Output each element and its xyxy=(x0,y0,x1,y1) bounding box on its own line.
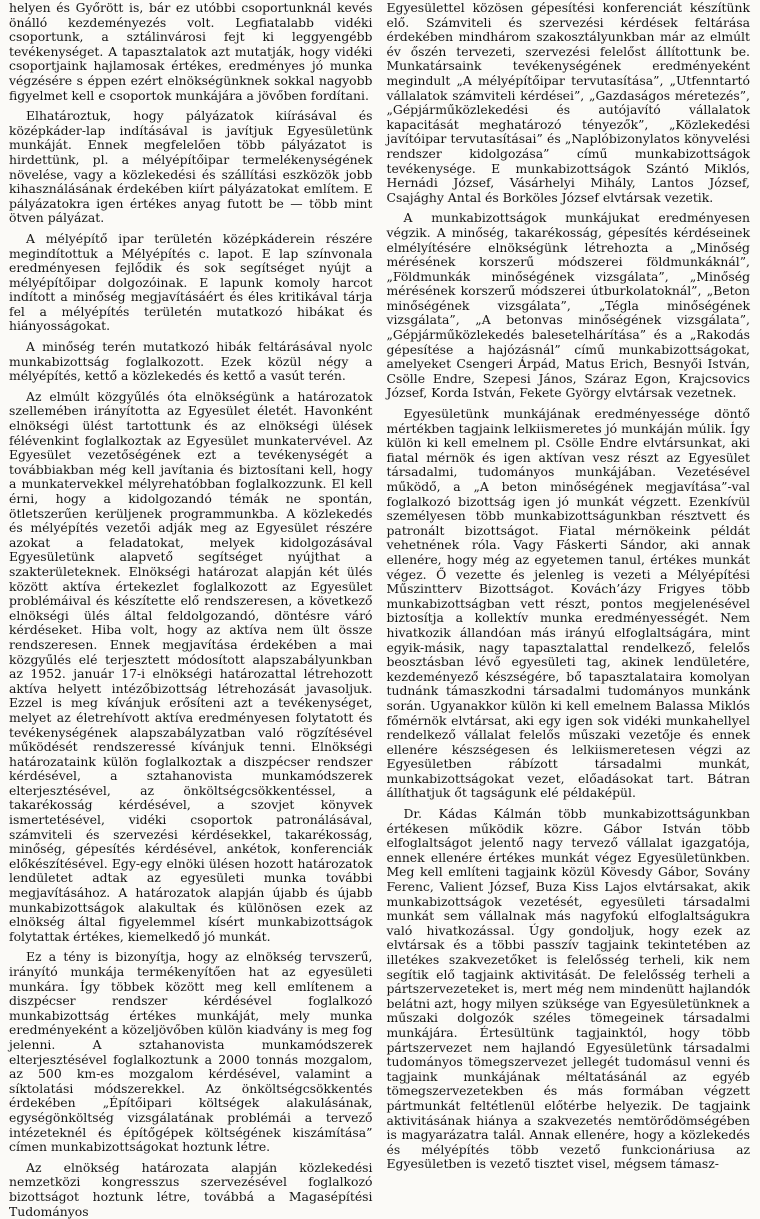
paragraph: A munkabizottságok munkájukat eredményesen végzik. A minőség, takarékosság, gépesítés kérdéseinek elmélyítésére elnökségünk létrehozta a „Minőség mérésének korszerű módszerei földmunkáknál”, „Földmunkák minőségének vizsgálata”, „Minőség mérésének korszerű módszerei útburkolatoknál”, „Beton minőségének vizsgálata”, „Tégla minőségének vizsgálata”, „A betonvas minőségének vizsgálata”, „Gépjárműközlekedés balesetelhárítása” és a „Rakodás gépesítése a hajózásnál” című munkabizottságokat, amelyeket Csengeri Árpád, Matus Erich, Besnyői István, Csölle Endre, Szepesi János, Száraz Egon, Krajcsovics József, Korda István, Fekete György elvtársak vezetnek. xyxy=(386,210,750,401)
paragraph: A mélyépítő ipar területén középkáderein részére megindítottuk a Mélyépítés c. lapot. E lap színvonala eredményesen fejlődik és sok segítséget nyújt a mélyépítőipar dolgozóinak. E lapunk komoly harcot indított a minőség megjavításáért és éles kritikával tárja fel a mélyépítés területén mutatkozó hibákat és hiányosságokat. xyxy=(9,230,373,334)
two-column-text xyxy=(9,0,750,1219)
paragraph: Egyesülettel közösen gépesítési konferenciát készítünk elő. Számviteli és szervezési kérdések feltárása érdekében mindhárom szakosztályunkban már az elmúlt év őszén tervezeti, szervezési felelőst állítottunk be. Munkatársaink tevékenységének eredményeként megindult „A mélyépítőipar tervutasítása”, „Utfenntartó vállalatok számviteli kérdései”, „Gazdaságos méretezés”, „Gépjárműközlekedési és autójavító vállalatok kapacitását meghatározó tényezők”, „Közlekedési javítóipar tervutasításai” és „Naplóbizonylatos könyvelési rendszer kidolgozása” című munkabizottságok tevékenysége. E munkabizottságok Szántó Miklós, Hernádi József, Vásárhelyi Mihály, Lantos József, Csajághy Antal és Borköles József elvtársak vezetik. xyxy=(386,0,750,205)
paragraph: A minőség terén mutatkozó hibák feltárásával nyolc munkabizottság foglalkozott. Ezek közül négy a mélyépítés, kettő a közlekedés és kettő a vasút terén. xyxy=(9,339,373,384)
right-column xyxy=(386,0,751,1172)
paragraph: Egyesületünk munkájának eredményessége döntő mértékben tagjaink lelkiismeretes jó munkáján múlik. Így külön ki kell emelnem pl. Csölle Endre elvtársunkat, aki fiatal mérnök és igen aktívan vesz részt az Egyesület társadalmi, tudományos munkájában. Vezetésével működő, a „A beton minőségének megjavítása”-val foglalkozó bizottság igen jó munkát végzett. Ezenkívül személyesen több munkabizottságunkban résztvett és patronált bizottságot. Fiatal mérnökeink példát vehetnének róla. Vagy Fáskerti Sándor, aki annak ellenére, hogy még az egyetemen tanul, értékes munkát végez. Ő vezette és jelenleg is vezeti a Mélyépítési Műszintterv Bizottságot. Kovách’ázy Frigyes több munkabizottságban vett részt, pontos megjelenésével biztosítja a kollektív munka eredményességét. Nem hivatkozik állandóan más irányú elfoglaltságára, mint egyik-másik, nagy tapasztalattal rendelkező, felelős beosztásban lévő egyesületi tag, akinek lendületére, kezdeményező készségére, bő tapasztalataira komolyan tudnánk támaszkodni társadalmi tudományos munkánk során. Ugyanakkor külön ki kell emelnem Balassa Miklós főmérnök elvtársat, aki egy igen sok vidéki munkahellyel rendelkező vállalat felelős műszaki vezetője és ennek ellenére készségesen és lelkiismeretesen végzi az Egyesületben rábízott társadalmi munkát, munkabizottságokat vezet, előadásokat tart. Bátran állíthatjuk őt tagságunk elé példaképül. xyxy=(386,406,750,801)
paragraph: Dr. Kádas Kálmán több munkabizottságunkban értékesen működik közre. Gábor István több elfoglaltságot jelentő nagy tervező vállalat igazgatója, ennek ellenére értékes munkát végez Egyesületünkben. Meg kell említeni tagjaink közül Kövesdy Gábor, Sovány Ferenc, Valient József, Buza Kiss Lajos elvtársakat, akik munkabizottságok vezetését, egyesületi társadalmi munkát sem vállalnak más nagyfokú elfoglaltságukra való hivatkozással. Úgy gondoljuk, hogy ezek az elvtársak és a többi passzív tagjaink tekintetében az illetékes szakvezetőket is felelősség terheli, kik nem segítik elő tagjaink aktivitását. De felelősség terheli a pártszervezeteket is, mert még nem mindenütt hajlandók belátni azt, hogy milyen szüksége van Egyesületünknek a műszaki dolgozók széles tömegeinek társadalmi munkájára. Értesültünk tagjainktól, hogy több pártszervezet nem hajlandó Egyesületünk társadalmi tudományos tömegszervezet jellegét tudomásul venni és tagjaink munkájának méltatásánál az egyéb tömegszervezetekben és más formában végzett pártmunkát feltétlenül előtérbe helyezik. De tagjaink aktivitásának hiánya a szakvezetés nemtörődömségében is magyarázatra talál. Annak ellenére, hogy a közlekedés és mélyépítés több vezető funkcionáriusa az Egyesületben is vezető tisztet visel, mégsem támasz- xyxy=(386,806,750,1172)
paragraph: helyen és Győrött is, bár ez utóbbi csoportunknál kevés önálló kezdeményezés volt. Legfiatalabb vidéki csoportunk, a sztálinvárosi fejt ki leggyengébb tevékenységet. A tapasztalatok azt mutatják, hogy vidéki csoportjaink hajlamosak értékes, eredményes jó munka végzésére s éppen ezért elnökségünknek sokkal nagyobb figyelmet kell e csoportok munkájára a jövőben fordítani. xyxy=(9,0,373,103)
left-column xyxy=(9,0,373,1219)
paragraph: Az elnökség határozata alapján közlekedési nemzetközi kongresszus szervezésével foglalkozó bizottságot hoztunk létre, továbbá a Magasépítési Tudományos xyxy=(9,1159,373,1219)
paragraph: Ez a tény is bizonyítja, hogy az elnökség tervszerű, irányító munkája termékenyítően hat az egyesületi munkára. Így többek között meg kell említenem a diszpécser rendszer kérdésével foglalkozó munkabizottság értékes munkáját, mely munka eredményeként a közeljövőben külön kiadvány is meg fog jelenni. A sztahanovista munkamódszerek elterjesztésével foglalkoztunk a 2000 tonnás mozgalom, az 500 km-es mozgalom kérdésével, valamint a síktolatási módszerekkel. Az önköltségcsökkentés érdekében „Építőipari költségek alakulásának, egységönköltség vizsgálatának problémái a tervező intézeteknél és építőgépek költségének kiszámítása” címen munkabizottságokat hoztunk létre. xyxy=(9,949,373,1155)
paragraph: Az elmúlt közgyűlés óta elnökségünk a határozatok szellemében irányította az Egyesület életét. Havonként elnökségi ülést tartottunk és az elnökségi ülések félévenkint foglalkoztak az Egyesület munkatervével. Az Egyesület vezetőségének ezt a tevékenységét a továbbiakban még kell javítania és biztosítani kell, hogy a munkatervekkel mélyrehatóbban foglalkozzunk. El kell érni, hogy a kidolgozandó témák ne spontán, ötletszerűen kerüljenek programmunkba. A közlekedés és mélyépítés vezetői adják meg az Egyesület részére azokat a feladatokat, melyek kidolgozásával Egyesületünk alapvető segítséget nyújthat a szakterületeknek. Elnökségi határozat alapján két ülés között aktíva értekezlet foglalkozott az Egyesület problémáival és készítette elő rendszeresen, a következő elnökségi ülés által feldolgozandó, döntésre váró kérdéseket. Hiba volt, hogy az aktíva nem ült össze rendszeresen. Ennek megjavítása érdekében a mai közgyűlés elé terjesztett módosított alapszabályunkban az 1952. január 17-i elnökségi határozattal létrehozott aktíva helyett intézőbizottság létrehozását javasoljuk. Ezzel is meg kívánjuk erősíteni azt a tevékenységet, melyet az életrehívott aktíva eredményesen folytatott és tevékenységének alapszabályzatban való rögzítésével működését rendszeressé kívánjuk tenni. Elnökségi határozataink külön foglalkoztak a diszpécser rendszer kérdésével, a sztahanovista munkamódszerek elterjesztésével, az önköltségcsökkentéssel, a takarékosság kérdésével, a szovjet könyvek ismertetésével, vidéki csoportok patronálásával, számviteli és szervezési kérdésekkel, takarékosság, minőség, gépesítés kérdésével, ankétok, konferenciák előkészítésével. Egy-egy elnöki ülésen hozott határozatok lendületet adtak az egyesületi munka további megjavításához. A határozatok alapján újabb és újabb munkabizottságok alakultak és különösen ezek az elnökség által figyelemmel kísért munkabizottságok folytattak értékes, kiemelkedő jó munkát. xyxy=(9,388,373,944)
paragraph: Elhatároztuk, hogy pályázatok kiírásával és középkáder-lap indításával is javítjuk Egyesületünk munkáját. Ennek megfelelően több pályázatot is hirdettünk, pl. a mélyépítőipar termelékenységének növelése, vagy a közlekedési és szállítási eszközök jobb kihasználásának érdekében kiírt pályázatokat említem. E pályázatokra igen értékes anyag futott be — több mint ötven pályázat. xyxy=(9,108,373,226)
